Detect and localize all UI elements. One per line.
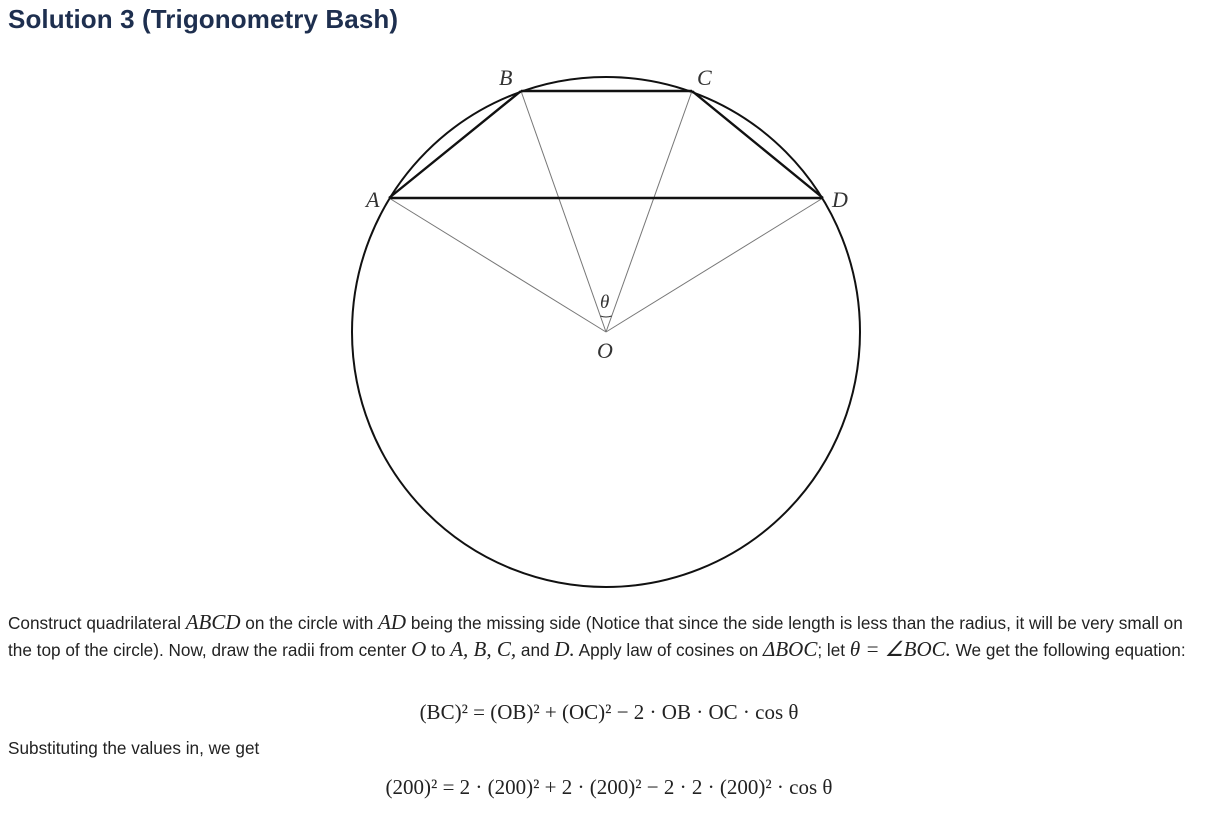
explanation-paragraph xyxy=(8,609,1208,663)
math-theta-def: θ = ∠BOC. xyxy=(849,637,951,661)
label-b: B xyxy=(499,65,513,90)
para-text-1: Construct quadrilateral xyxy=(8,613,186,633)
radius-oa xyxy=(389,198,606,332)
para-text-2: on the circle with xyxy=(240,613,379,633)
para-text-3: being the missing side (Notice that since the side length is less than the radius, it will be very small on the top of the circle). Now, draw the radii from center xyxy=(8,613,1183,660)
para-text-5: and xyxy=(516,640,555,660)
label-a: A xyxy=(366,187,380,212)
math-abc: A, B, C, xyxy=(450,637,517,661)
side-cd xyxy=(692,91,823,198)
substituting-text: Substituting the values in, we get xyxy=(8,738,260,758)
math-ad: AD xyxy=(378,610,407,634)
para-text-7: ; let xyxy=(817,640,850,660)
math-o: O xyxy=(411,637,427,661)
radius-ob xyxy=(521,91,606,332)
radius-od xyxy=(606,198,823,332)
math-d: D. xyxy=(554,637,575,661)
radius-oc xyxy=(606,91,692,332)
section-heading: Solution 3 (Trigonometry Bash) xyxy=(8,4,399,34)
para-text-6: Apply law of cosines on xyxy=(574,640,763,660)
side-ab xyxy=(389,91,521,198)
para-text-8: We get the following equation: xyxy=(950,640,1186,660)
math-triangle-boc: ΔBOC xyxy=(763,637,818,661)
math-abcd: ABCD xyxy=(185,610,241,634)
label-c: C xyxy=(697,65,712,90)
label-o: O xyxy=(597,338,613,363)
para-text-4: to xyxy=(426,640,451,660)
label-theta: θ xyxy=(600,292,610,313)
substituted-equation: (200)² = 2 · (200)² + 2 · (200)² − 2 · 2 · (200)² · cos θ xyxy=(385,775,833,799)
law-of-cosines-equation: (BC)² = (OB)² + (OC)² − 2 · OB · OC · cos θ xyxy=(419,700,799,724)
angle-arc-theta xyxy=(600,316,611,317)
label-d: D xyxy=(832,187,848,212)
